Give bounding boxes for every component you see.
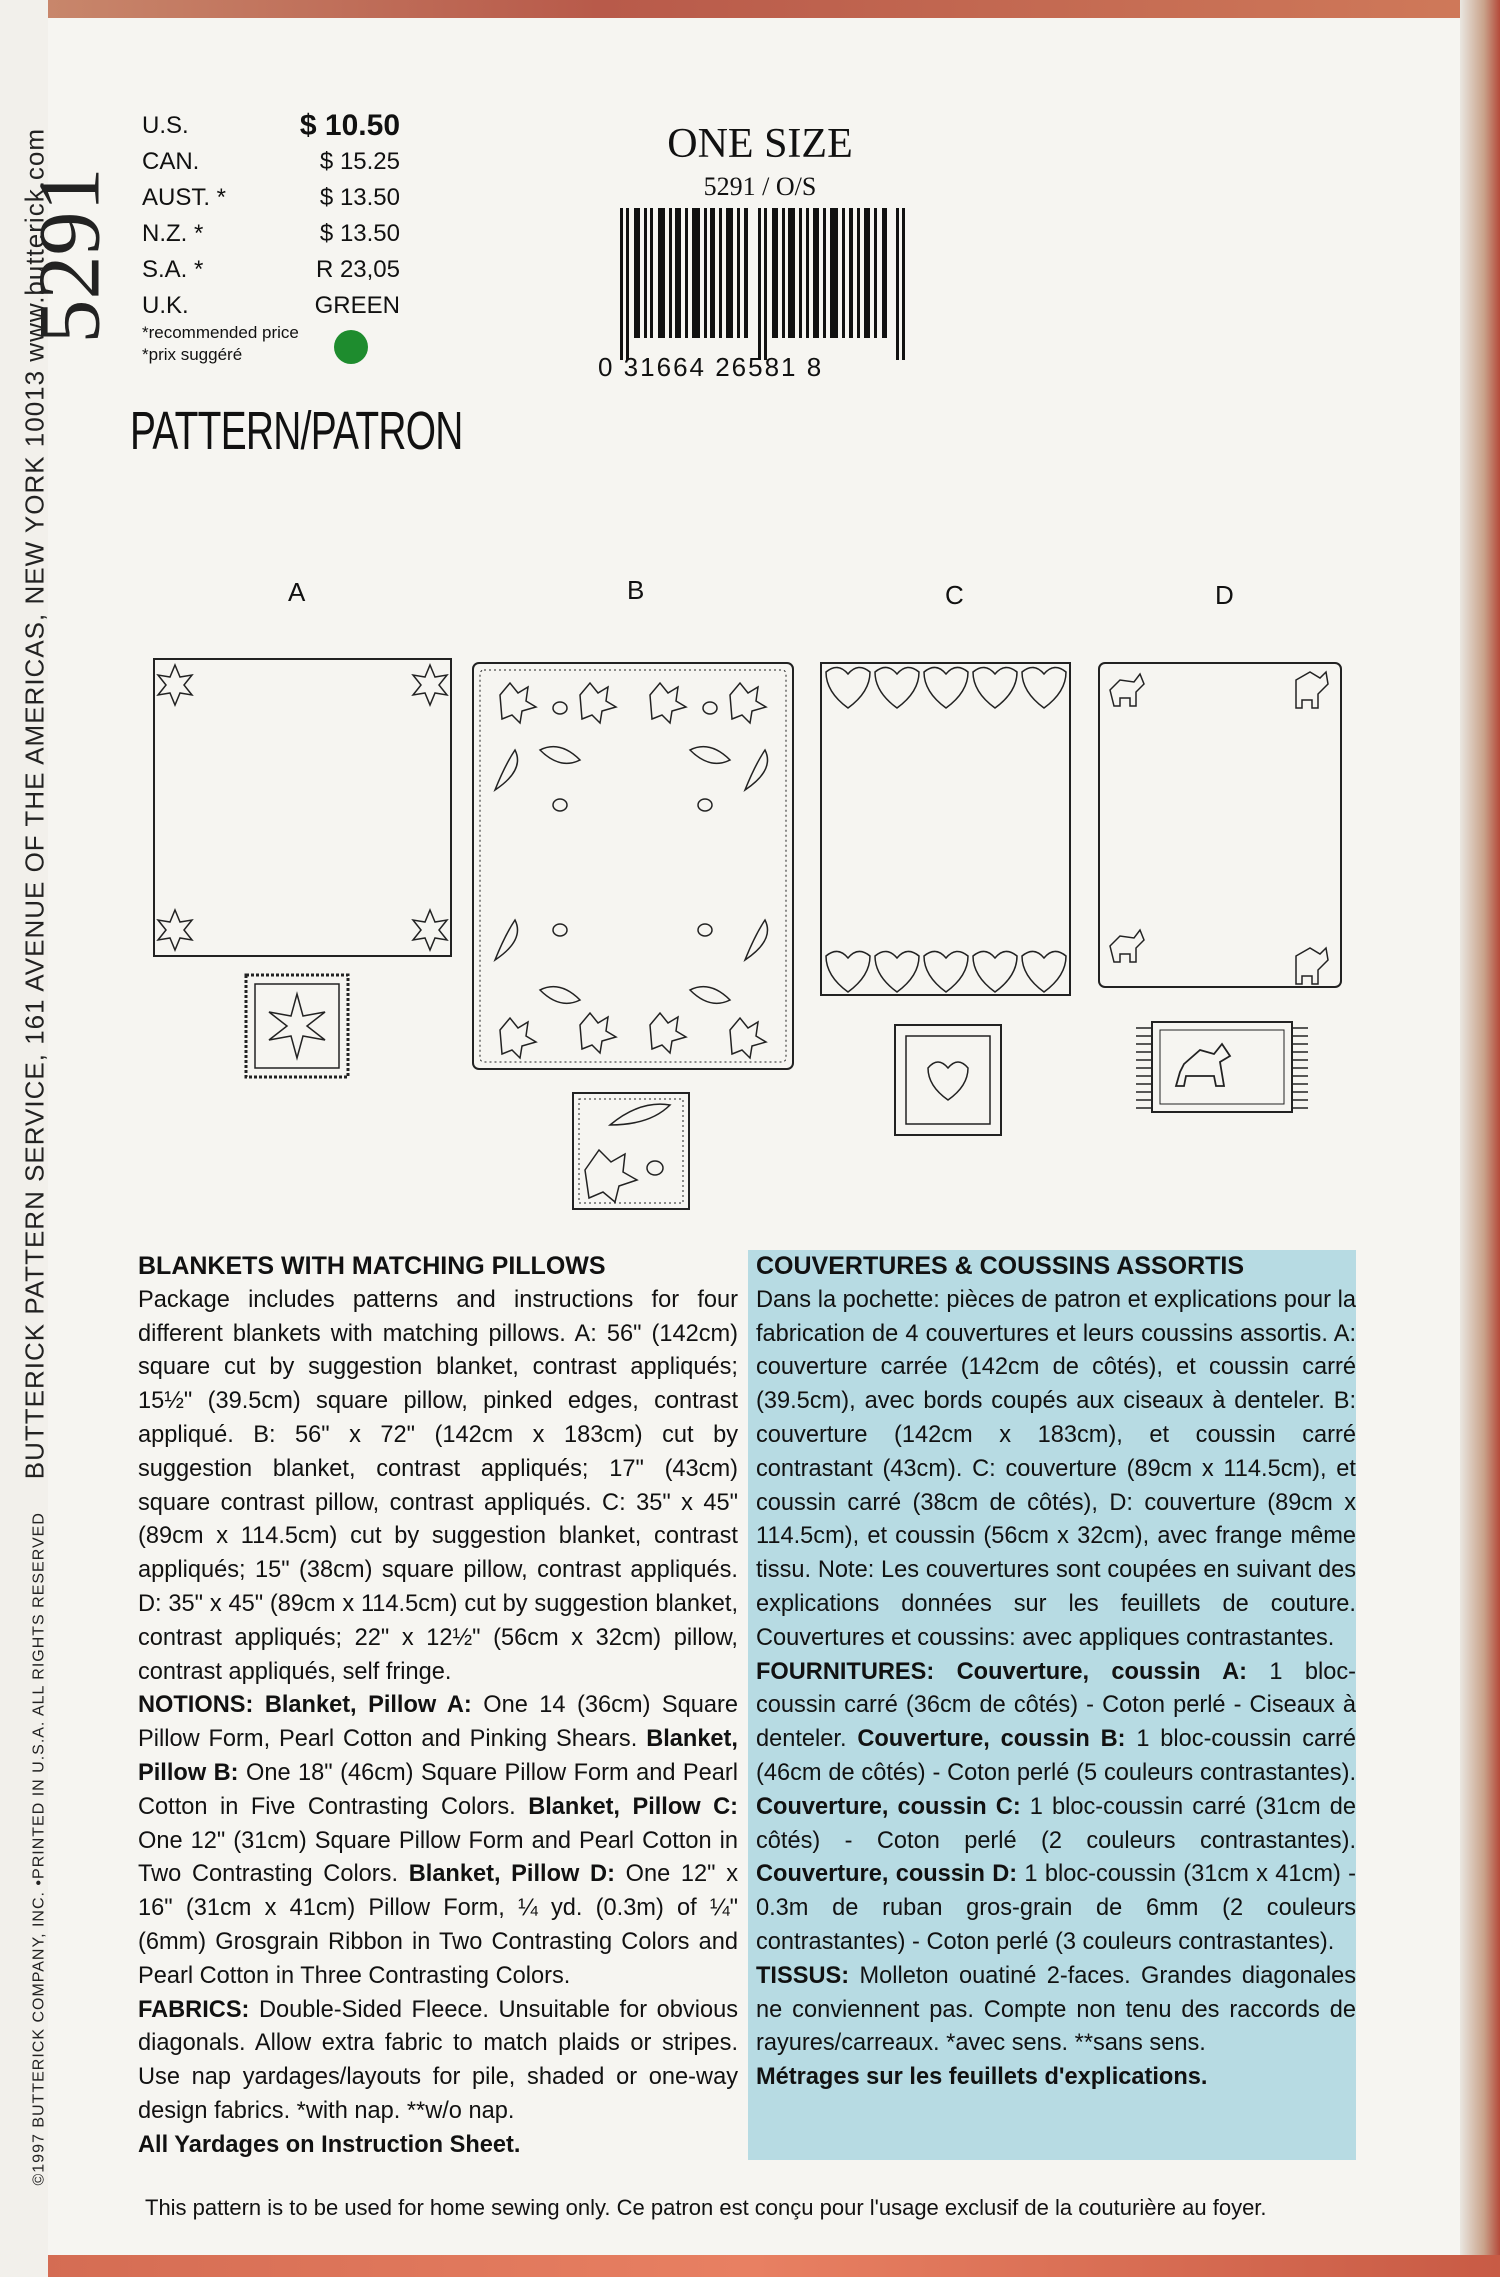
fournitures-b-label: Couverture, coussin B: bbox=[857, 1726, 1126, 1753]
fournitures-label: FOURNITURES: Couverture, coussin A: bbox=[756, 1658, 1247, 1685]
view-c-pillow-icon bbox=[892, 1022, 1004, 1138]
english-notions bbox=[138, 1689, 738, 1993]
bottom-edge bbox=[0, 2255, 1500, 2277]
price-row bbox=[142, 144, 400, 180]
right-edge bbox=[1460, 0, 1500, 2277]
price-country: U.K. bbox=[142, 292, 189, 319]
view-b-pillow-icon bbox=[570, 1090, 692, 1212]
price-country: S.A. * bbox=[142, 256, 204, 283]
fournitures-b: 1 bloc-coussin carré (46cm de côtés) - Coton perlé (5 couleurs contrastantes). bbox=[756, 1726, 1357, 1786]
french-tissus bbox=[756, 1960, 1356, 2061]
view-c-blanket-icon bbox=[818, 660, 1073, 998]
notions-c-label: Blanket, Pillow C: bbox=[528, 1793, 738, 1820]
price-country: N.Z. * bbox=[142, 220, 204, 247]
view-label-a: A bbox=[288, 577, 306, 607]
view-label-d: D bbox=[1215, 580, 1234, 610]
fabrics-label: FABRICS: bbox=[138, 1996, 250, 2023]
price-country: U.S. bbox=[142, 112, 189, 139]
view-d-blanket-icon bbox=[1096, 660, 1344, 990]
size-code: 5291 / O/S bbox=[703, 172, 817, 201]
price-row bbox=[142, 252, 400, 288]
fournitures-d-label: Couverture, coussin D: bbox=[756, 1861, 1018, 1888]
english-yardages: All Yardages on Instruction Sheet. bbox=[138, 2131, 521, 2158]
view-label-b: B bbox=[627, 575, 645, 605]
price-country: CAN. bbox=[142, 148, 200, 175]
price-value: $ 13.50 bbox=[319, 184, 400, 211]
fournitures-d: 1 bloc-coussin (31cm x 41cm) - 0.3m de ruban gros-grain de 6mm (2 couleurs contrastantes) - Coton perlé (3 couleurs contrastantes). bbox=[756, 1861, 1357, 1955]
english-fabrics bbox=[138, 1994, 738, 2129]
spine-text bbox=[20, 86, 51, 2186]
price-value: $ 15.25 bbox=[319, 148, 400, 175]
price-row bbox=[142, 180, 400, 216]
price-table bbox=[142, 108, 400, 324]
recommended-note-en: *recommended price bbox=[142, 323, 299, 342]
spine-pattern-number: 5291 bbox=[21, 167, 119, 344]
notions-b-label: Blanket, Pillow B: bbox=[138, 1726, 738, 1786]
uk-green-dot-icon bbox=[334, 330, 368, 364]
top-edge bbox=[0, 0, 1500, 18]
notions-a: One 14 (36cm) Square Pillow Form, Pearl Cotton and Pinking Shears. bbox=[138, 1692, 738, 1753]
view-b-blanket-icon bbox=[470, 660, 796, 1072]
english-package-description: Package includes patterns and instructions for four different blankets with matching pillows. A: 56" (142cm) square cut by suggestion blanket, contrast appliqués; 15½" (39.5cm) square pillow, pinked edges, contrast appliqué. B: 56" x 72" (142cm x 183cm) cut by suggestion blanket, contrast appliqués; 17" (43cm) square contrast pillow, contrast appliqués. C: 35" x 45" (89cm x 114.5cm) cut by suggestion blanket, contrast appliqués; 15" (38cm) square pillow, contrast appliqués. D: 35" x 45" (89cm x 114.5cm) cut by suggestion blanket, contrast appliqués; 22" x 12½" (56cm x 32cm) pillow, contrast appliqués, self fringe. bbox=[138, 1286, 738, 1685]
english-description bbox=[138, 1250, 738, 2163]
recommended-price-note bbox=[142, 322, 299, 366]
fabrics-text: Double-Sided Fleece. Unsuitable for obvious diagonals. Allow extra fabric to match plaids or stripes. Use nap yardages/layouts for pile, shaded or one-way design fabrics. *with nap. **w/o nap. bbox=[138, 1996, 738, 2124]
publisher-line: BUTTERICK PATTERN SERVICE, 161 AVENUE OF THE AMERICAS, NEW YORK 10013 www.butterick.com bbox=[19, 127, 50, 1480]
recommended-note-fr: *prix suggéré bbox=[142, 345, 243, 364]
price-value: $ 10.50 bbox=[299, 109, 400, 142]
french-description bbox=[756, 1250, 1356, 2095]
notions-label: NOTIONS: Blanket, Pillow A: bbox=[138, 1692, 472, 1719]
price-row bbox=[142, 288, 400, 324]
french-heading: COUVERTURES & COUSSINS ASSORTIS bbox=[756, 1252, 1245, 1280]
fournitures-c: 1 bloc-coussin carré (31cm de côtés) - Coton perlé (2 couleurs contrastantes). bbox=[756, 1793, 1356, 1854]
barcode-icon bbox=[620, 208, 905, 360]
notions-c: One 12" (31cm) Square Pillow Form and Pearl Cotton in Two Contrasting Colors. bbox=[138, 1827, 738, 1888]
price-row bbox=[142, 108, 400, 144]
view-label-c: C bbox=[945, 580, 964, 610]
fournitures-c-label: Couverture, coussin C: bbox=[756, 1793, 1021, 1820]
tissus-label: TISSUS: bbox=[756, 1962, 850, 1989]
view-a-pillow-icon bbox=[243, 972, 351, 1080]
price-value: GREEN bbox=[314, 292, 400, 319]
english-heading: BLANKETS WITH MATCHING PILLOWS bbox=[138, 1252, 606, 1280]
size-label: ONE SIZE bbox=[667, 121, 853, 167]
price-value: R 23,05 bbox=[315, 256, 400, 283]
notions-d: One 12" x 16" (31cm x 41cm) Pillow Form, ¼ yd. (0.3m) of ¼" (6mm) Grosgrain Ribbon in Two Contrasting Colors and Pearl Cotton in Three Contrasting Colors. bbox=[138, 1861, 738, 1989]
home-sewing-notice: This pattern is to be used for home sewing only. Ce patron est conçu pour l'usage exclusif de la couturière au foyer. bbox=[145, 2195, 1267, 2220]
tissus-text: Molleton ouatiné 2-faces. Grandes diagonales ne conviennent pas. Compte non tenu des raccords de rayures/carreaux. *avec sens. **sans sens. bbox=[756, 1962, 1356, 2057]
view-a-blanket-icon bbox=[150, 655, 455, 965]
price-value: $ 13.50 bbox=[319, 220, 400, 247]
price-row bbox=[142, 216, 400, 252]
fournitures-a: 1 bloc-coussin carré (36cm de côtés) - Coton perlé - Ciseaux à denteler. bbox=[756, 1658, 1356, 1753]
copyright-line: ©1997 BUTTERICK COMPANY, INC. •PRINTED IN U.S.A. ALL RIGHTS RESERVED bbox=[30, 1512, 48, 2186]
french-fournitures bbox=[756, 1656, 1356, 1960]
view-d-pillow-icon bbox=[1134, 1018, 1310, 1116]
french-metrages: Métrages sur les feuillets d'explications. bbox=[756, 2064, 1208, 2091]
notions-b: One 18" (46cm) Square Pillow Form and Pearl Cotton in Five Contrasting Colors. bbox=[138, 1759, 739, 1820]
barcode-digits: 0 31664 26581 8 bbox=[598, 352, 824, 382]
french-package-description: Dans la pochette: pièces de patron et explications pour la fabrication de 4 couvertures et leurs coussins assortis. A: couverture carrée (142cm de côtés), et coussin carré (39.5cm), avec bords coupés aux ciseaux à denteler. B: couverture (142cm x 183cm), et coussin carré contrastant (43cm). C: couverture (89cm x 114.5cm), et coussin carré (38cm de côtés), D: couverture (89cm x 114.5cm), et coussin (56cm x 32cm), avec frange même tissu. Note: Les couvertures sont coupées en suivant des explications données sur les feuillets de couture. Couvertures et coussins: avec appliques contrastantes. bbox=[756, 1286, 1356, 1651]
pattern-title: PATTERN/PATRON bbox=[130, 401, 463, 461]
notions-d-label: Blanket, Pillow D: bbox=[408, 1861, 615, 1888]
price-country: AUST. * bbox=[142, 184, 227, 211]
